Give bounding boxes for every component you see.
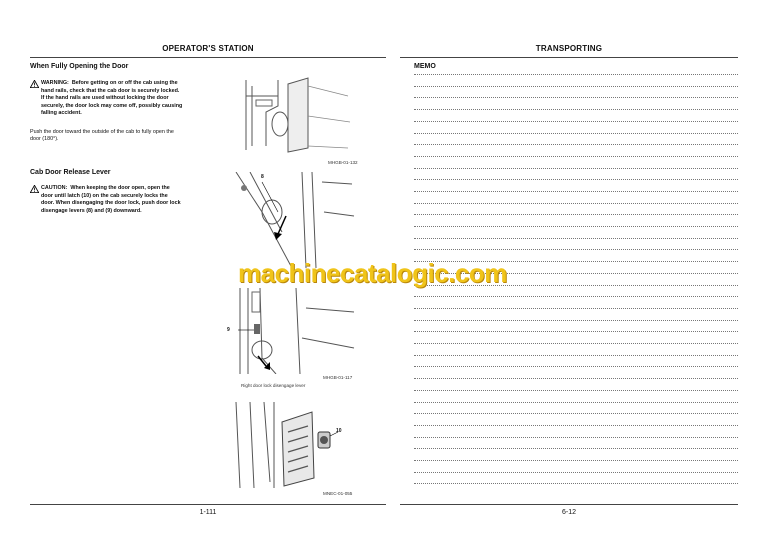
memo-line	[414, 320, 738, 321]
left-header-rule	[30, 57, 386, 58]
warning-line-1: Before getting on or off the cab using the	[71, 80, 178, 86]
caution-icon	[30, 185, 39, 193]
memo-line	[414, 448, 738, 449]
caution-block	[30, 185, 206, 215]
memo-line	[414, 355, 738, 356]
right-lever-illustration	[236, 288, 356, 374]
caution-line-4: disengage levers (8) and (9) downward.	[41, 207, 142, 214]
figure-code-1: MHGB-01-132	[328, 160, 358, 165]
memo-line	[414, 366, 738, 367]
warning-line-3: If the hand rails are used without locking the door	[41, 95, 169, 102]
memo-line	[414, 437, 738, 438]
memo-line	[414, 413, 738, 414]
callout-9: 9	[227, 327, 230, 333]
memo-line	[414, 121, 738, 122]
memo-line	[414, 214, 738, 215]
memo-line	[414, 483, 738, 484]
callout-10: 10	[336, 428, 342, 434]
left-page-header: OPERATOR'S STATION	[162, 44, 254, 53]
left-page-number: 1-111	[199, 509, 217, 516]
memo-line	[414, 460, 738, 461]
memo-line	[414, 203, 738, 204]
caution-line-2: door until latch (10) on the cab securely locks the	[41, 193, 168, 199]
open-door-instruction	[30, 129, 206, 144]
latch-figure	[230, 402, 354, 488]
warning-line-2: hand rails, check that the cab door is securely locked.	[41, 88, 180, 94]
left-lever-figure	[232, 172, 356, 272]
warning-line-5: falling accident.	[41, 110, 82, 117]
memo-line	[414, 378, 738, 379]
warning-block	[30, 80, 206, 118]
warning-label: WARNING:	[41, 80, 69, 86]
memo-line	[414, 308, 738, 309]
right-page-header: TRANSPORTING	[535, 44, 603, 53]
latch-illustration	[230, 402, 354, 488]
right-footer-rule	[400, 504, 738, 505]
memo-line	[414, 296, 738, 297]
memo-label: MEMO	[414, 63, 436, 70]
caution-line-1: When keeping the door open, open the	[70, 185, 170, 191]
caution-label: CAUTION:	[41, 185, 68, 191]
memo-line	[414, 156, 738, 157]
figure-code-2: MHGB-01-117	[323, 375, 353, 380]
memo-line	[414, 179, 738, 180]
memo-line	[414, 191, 738, 192]
left-lever-illustration	[232, 172, 356, 272]
memo-line	[414, 238, 738, 239]
right-lever-caption: Right door lock disengage lever	[241, 383, 306, 388]
memo-line	[414, 97, 738, 98]
warning-icon	[30, 80, 39, 88]
memo-line	[414, 425, 738, 426]
memo-line	[414, 144, 738, 145]
body-line-1: Push the door toward the outside of the cab to fully open the	[30, 129, 174, 135]
body-line-2: door (180°).	[30, 136, 59, 143]
memo-line	[414, 74, 738, 75]
left-footer-rule	[30, 504, 386, 505]
memo-line	[414, 249, 738, 250]
memo-line	[414, 109, 738, 110]
caution-line-3: door. When disengaging the door lock, push door lock	[41, 200, 181, 207]
door-open-illustration	[238, 76, 354, 154]
memo-line	[414, 402, 738, 403]
memo-line	[414, 331, 738, 332]
figure-code-3: MNEC-01-055	[323, 491, 353, 496]
memo-line	[414, 226, 738, 227]
right-header-rule	[400, 57, 738, 58]
warning-line-4: securely, the door lock may come off, possibly causing	[41, 102, 183, 109]
watermark: machinecatalogic.com	[238, 258, 507, 288]
memo-line	[414, 472, 738, 473]
callout-8: 8	[261, 174, 264, 180]
door-open-figure	[238, 76, 354, 154]
memo-line	[414, 168, 738, 169]
right-lever-figure	[236, 288, 356, 374]
memo-line	[414, 343, 738, 344]
section-title-release-lever: Cab Door Release Lever	[30, 169, 111, 176]
memo-line	[414, 133, 738, 134]
memo-line	[414, 86, 738, 87]
section-title-fully-opening: When Fully Opening the Door	[30, 63, 129, 70]
memo-line	[414, 390, 738, 391]
right-page-number: 6-12	[561, 509, 576, 516]
